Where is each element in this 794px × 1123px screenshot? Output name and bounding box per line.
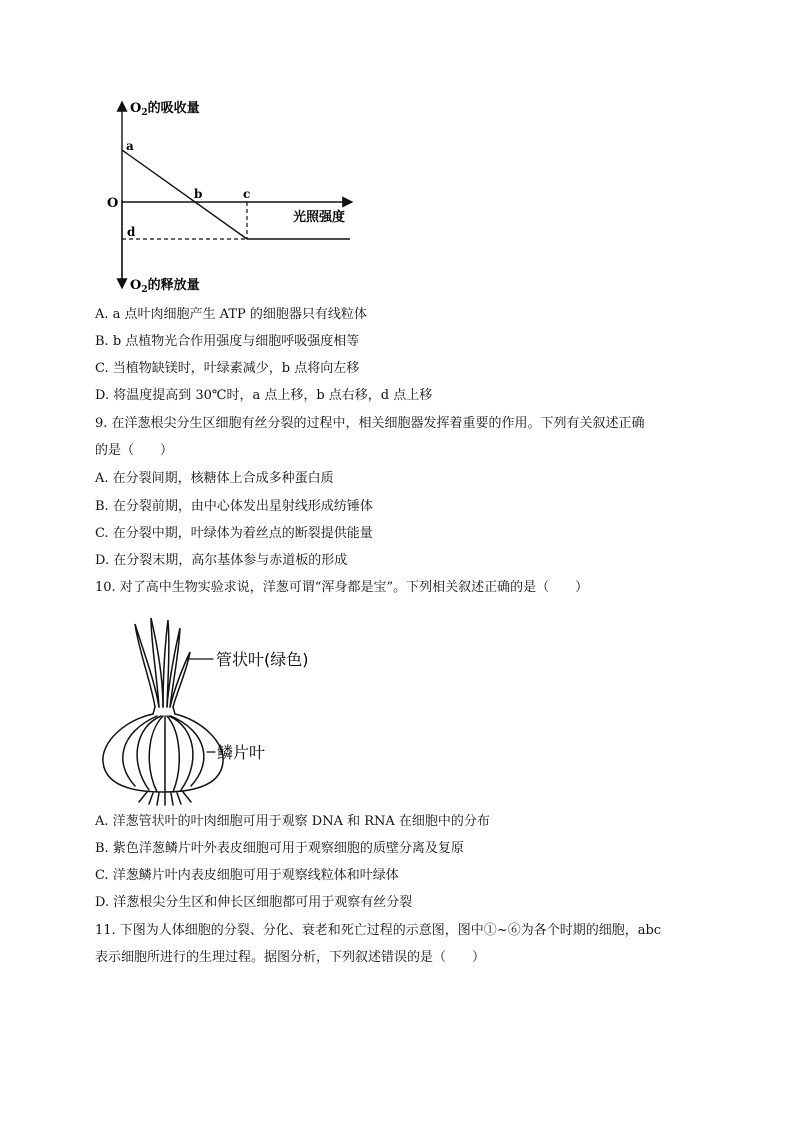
q10-option-a: A. 洋葱管状叶的叶肉细胞可用于观察 DNA 和 RNA 在细胞中的分布 bbox=[95, 814, 490, 829]
x-axis-label: 光照强度 bbox=[293, 210, 346, 225]
q9-option-d: D. 在分裂末期，高尔基体参与赤道板的形成 bbox=[95, 553, 348, 568]
q8-option-d: D. 将温度提高到 30℃时，a 点上移，b 点右移，d 点上移 bbox=[95, 388, 433, 403]
q8-option-b: B. b 点植物光合作用强度与细胞呼吸强度相等 bbox=[95, 334, 360, 349]
q10-stem: 10. 对了高中生物实验求说，洋葱可谓“浑身都是宝”。下列相关叙述正确的是（ ） bbox=[95, 580, 589, 595]
q10-option-d: D. 洋葱根尖分生区和伸长区细胞都可用于观察有丝分裂 bbox=[95, 895, 413, 910]
onion-bulb bbox=[103, 714, 223, 792]
onion-neck bbox=[153, 707, 175, 714]
q11-stem-line1: 11. 下图为人体细胞的分裂、分化、衰老和死亡过程的示意图，图中①~⑥为各个时期的细胞，abc bbox=[95, 923, 662, 938]
q9-stem-line1: 9. 在洋葱根尖分生区细胞有丝分裂的过程中，相关细胞器发挥着重要的作用。下列有关叙述正确 bbox=[95, 416, 645, 431]
q10-option-c: C. 洋葱鳞片叶内表皮细胞可用于观察线粒体和叶绿体 bbox=[95, 868, 399, 883]
onion-diagram bbox=[95, 612, 345, 807]
q8-option-c: C. 当植物缺镁时，叶绿素减少，b 点将向左移 bbox=[95, 361, 360, 376]
curve-descending bbox=[122, 150, 247, 239]
q9-option-b: B. 在分裂前期，由中心体发出星射线形成纺锤体 bbox=[95, 499, 373, 514]
onion-roots bbox=[139, 792, 191, 805]
q9-stem-line2: 的是（ ） bbox=[95, 443, 174, 458]
point-a-label: a bbox=[126, 139, 134, 153]
q9-option-a: A. 在分裂间期，核糖体上合成多种蛋白质 bbox=[95, 471, 334, 486]
q10-option-b: B. 紫色洋葱鳞片叶外表皮细胞可用于观察细胞的质壁分离及复原 bbox=[95, 841, 464, 856]
q8-option-a: A. a 点叶肉细胞产生 ATP 的细胞器只有线粒体 bbox=[95, 307, 367, 322]
onion-label-tubular-leaf: 管状叶(绿色) bbox=[216, 650, 309, 669]
origin-label: O bbox=[107, 196, 119, 211]
point-c-label: c bbox=[243, 187, 251, 201]
point-d-label: d bbox=[127, 225, 136, 239]
point-b-label: b bbox=[194, 187, 203, 201]
q9-option-c: C. 在分裂中期，叶绿体为着丝点的断裂提供能量 bbox=[95, 526, 373, 541]
o2-light-graph bbox=[90, 90, 380, 300]
y-top-label: $O_2$的吸收量 bbox=[130, 101, 200, 118]
y-bottom-label: $O_2$的释放量 bbox=[130, 278, 200, 295]
onion-label-scale-leaf: 鳞片叶 bbox=[217, 743, 266, 762]
q11-stem-line2: 表示细胞所进行的生理过程。据图分析，下列叙述错误的是（ ） bbox=[95, 950, 486, 965]
